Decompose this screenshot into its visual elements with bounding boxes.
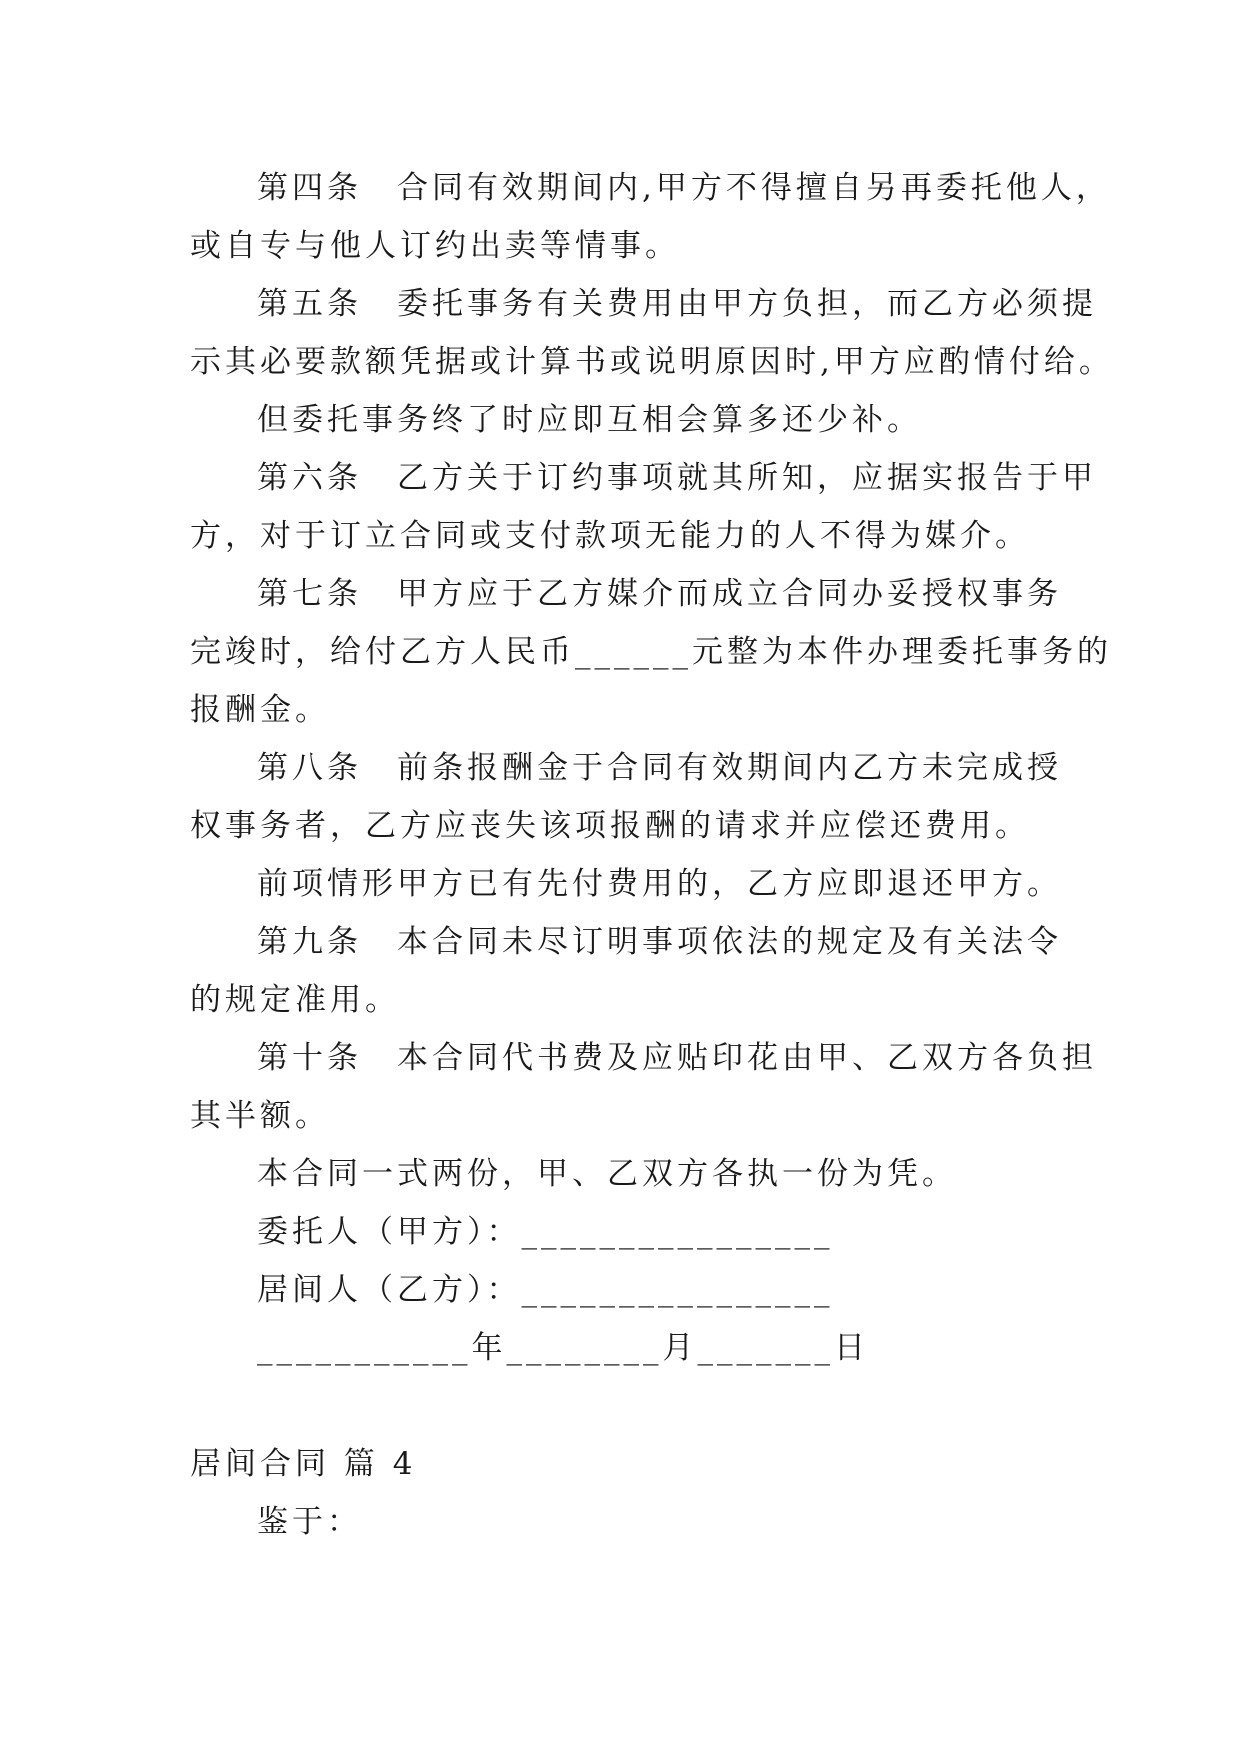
- preamble-line: 鉴于：: [257, 1504, 362, 1540]
- article-4-line-1: 第四条 合同有效期间内,甲方不得擅自另再委托他人，: [257, 170, 1111, 206]
- article-8-line-3: 前项情形甲方已有先付费用的，乙方应即退还甲方。: [257, 866, 1062, 902]
- section-heading: 居间合同 篇 4: [190, 1446, 417, 1482]
- date-line: ___________年________月_______日: [257, 1330, 869, 1366]
- article-9-line-1: 第九条 本合同未尽订明事项依法的规定及有关法令: [257, 924, 1062, 960]
- article-9-line-2: 的规定准用。: [190, 982, 400, 1018]
- article-5-line-2: 示其必要款额凭据或计算书或说明原因时,甲方应酌情付给。: [190, 344, 1114, 380]
- principal-signature-line: 委托人（甲方）：________________: [257, 1214, 834, 1250]
- article-10-line-1: 第十条 本合同代书费及应贴印花由甲、乙双方各负担: [257, 1040, 1097, 1076]
- copies-clause: 本合同一式两份，甲、乙双方各执一份为凭。: [257, 1156, 957, 1192]
- article-6-line-2: 方，对于订立合同或支付款项无能力的人不得为媒介。: [190, 518, 1030, 554]
- article-8-line-1: 第八条 前条报酬金于合同有效期间内乙方未完成授: [257, 750, 1062, 786]
- article-4-line-2: 或自专与他人订约出卖等情事。: [190, 228, 680, 264]
- article-5-line-3: 但委托事务终了时应即互相会算多还少补。: [257, 402, 922, 438]
- article-6-line-1: 第六条 乙方关于订约事项就其所知，应据实报告于甲: [257, 460, 1097, 496]
- article-10-line-2: 其半额。: [190, 1098, 330, 1134]
- article-5-line-1: 第五条 委托事务有关费用由甲方负担，而乙方必须提: [257, 286, 1097, 322]
- article-7-line-2: 完竣时，给付乙方人民币______元整为本件办理委托事务的: [190, 634, 1112, 670]
- article-8-line-2: 权事务者，乙方应丧失该项报酬的请求并应偿还费用。: [190, 808, 1030, 844]
- intermediary-signature-line: 居间人（乙方）：________________: [257, 1272, 834, 1308]
- article-7-line-3: 报酬金。: [190, 692, 330, 728]
- article-7-line-1: 第七条 甲方应于乙方媒介而成立合同办妥授权事务: [257, 576, 1062, 612]
